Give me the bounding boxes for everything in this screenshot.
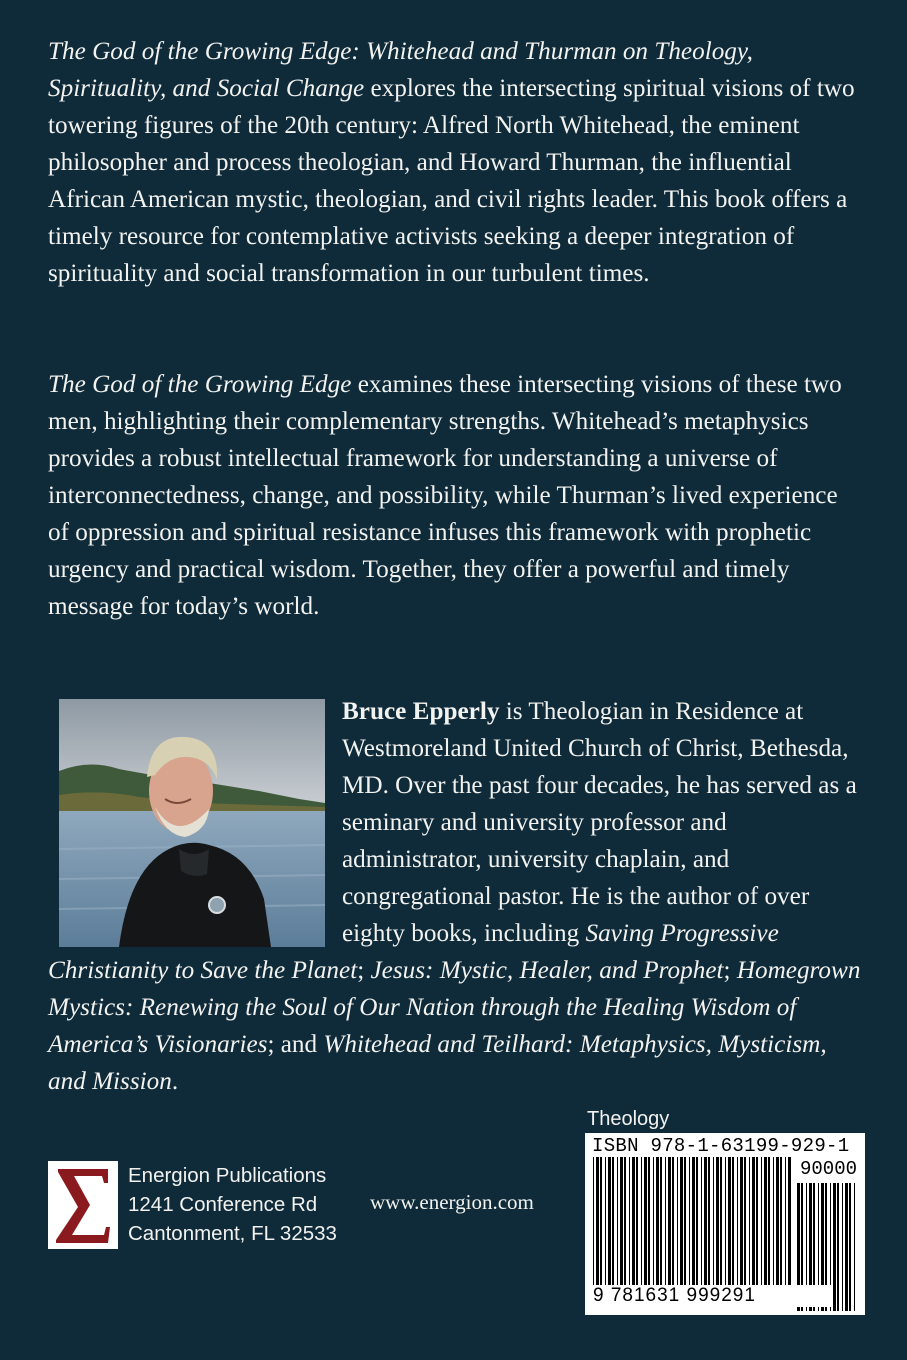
publisher-street: 1241 Conference Rd bbox=[128, 1193, 318, 1216]
author-bio bbox=[48, 693, 863, 1100]
barcode-bar bbox=[660, 1157, 662, 1305]
barcode-bar bbox=[644, 1157, 647, 1305]
barcode-bar bbox=[788, 1157, 791, 1305]
barcode-bar bbox=[608, 1157, 611, 1305]
barcode-bar bbox=[732, 1157, 734, 1305]
publisher-block bbox=[48, 1161, 378, 1257]
barcode-bar bbox=[725, 1157, 726, 1305]
barcode-bar bbox=[696, 1157, 698, 1305]
barcode-bar bbox=[773, 1157, 774, 1305]
description-text: examines these intersecting visions of these two men, highlighting their complementary strengths. Whitehead’s metaphysics provides a robust intellectual framework for understanding a universe of interconnectedness, change, and possibility, while Thurman’s lived experience of oppression and spiritual resistance infuses this framework with prophetic urgency and practical wisdom. Together, they offer a powerful and timely message for today’s world. bbox=[48, 371, 842, 620]
barcode-bar bbox=[680, 1157, 683, 1305]
barcode-bar bbox=[764, 1157, 767, 1305]
barcode-bar bbox=[740, 1157, 743, 1305]
barcode-bar bbox=[845, 1183, 848, 1311]
barcode-bar bbox=[854, 1183, 855, 1311]
bio-separator: ; and bbox=[267, 1031, 324, 1058]
book-title-4: Whitehead and Teilhard: Metaphysics, Mysticism, and Mission bbox=[48, 1031, 827, 1095]
barcode-bar bbox=[617, 1157, 618, 1305]
book-title-2: Jesus: Mystic, Healer, and Prophet bbox=[370, 957, 724, 984]
photo-spacer bbox=[48, 693, 342, 952]
barcode-bar bbox=[689, 1157, 690, 1305]
ean-digits: 9 781631 999291 bbox=[593, 1285, 833, 1307]
barcode-bar bbox=[600, 1157, 602, 1305]
barcode-bar bbox=[620, 1157, 623, 1305]
barcode-bar bbox=[716, 1157, 719, 1305]
barcode-bar bbox=[837, 1183, 839, 1311]
barcode-bar bbox=[737, 1157, 738, 1305]
bio-separator: ; bbox=[723, 957, 737, 984]
barcode-bar bbox=[704, 1157, 707, 1305]
category-label: Theology bbox=[587, 1108, 670, 1130]
barcode-bar bbox=[668, 1157, 671, 1305]
barcode-bar bbox=[701, 1157, 702, 1305]
isbn-barcode bbox=[585, 1133, 865, 1315]
barcode-bar bbox=[833, 1183, 836, 1311]
barcode-bar bbox=[641, 1157, 642, 1305]
barcode-bar bbox=[684, 1157, 686, 1305]
barcode-bar bbox=[752, 1157, 755, 1305]
barcode-bar bbox=[776, 1157, 779, 1305]
book-title-italic: The God of the Growing Edge: Whitehead and Thurman on Theology, Spirituality, and Social Change bbox=[48, 38, 753, 102]
bio-text: is Theologian in Residence at Westmoreland United Church of Christ, Bethesda, MD. Over the past four decades, he has served as a seminary and university professor and administrator, university chaplain, and congregational pastor. He is the author of over eighty books, including bbox=[342, 698, 857, 947]
barcode-bar bbox=[605, 1157, 606, 1305]
barcode-bar bbox=[653, 1157, 654, 1305]
barcode-bar bbox=[629, 1157, 630, 1305]
barcode-bar bbox=[708, 1157, 710, 1305]
book-title-italic: The God of the Growing Edge bbox=[48, 371, 352, 398]
description-text: explores the intersecting spiritual visions of two towering figures of the 20th century: Alfred North Whitehead, the eminent philosopher and process theologian, and Howard Thurman, the influential African American mystic, theologian, and civil rights leader. This book offers a timely resource for contemplative activists seeking a deeper integration of spirituality and social transformation in our turbulent times. bbox=[48, 75, 855, 287]
barcode-bar bbox=[720, 1157, 722, 1305]
publisher-website: www.energion.com bbox=[370, 1190, 534, 1214]
barcode-bar bbox=[728, 1157, 731, 1305]
barcode-bar bbox=[648, 1157, 650, 1305]
barcode-bar bbox=[596, 1157, 599, 1305]
barcode-bar bbox=[665, 1157, 666, 1305]
description-paragraph-1 bbox=[48, 33, 863, 292]
barcode-bar bbox=[632, 1157, 635, 1305]
publisher-address bbox=[128, 1161, 337, 1248]
barcode-bar bbox=[692, 1157, 695, 1305]
barcode-bar bbox=[744, 1157, 746, 1305]
description-paragraph-2 bbox=[48, 366, 863, 625]
publisher-city: Cantonment, FL 32533 bbox=[128, 1222, 337, 1245]
price-code: 90000 bbox=[799, 1158, 857, 1180]
barcode-bar bbox=[656, 1157, 659, 1305]
barcode-bar bbox=[849, 1183, 851, 1311]
bio-separator: ; bbox=[357, 957, 371, 984]
barcode-bar bbox=[780, 1157, 782, 1305]
barcode-bar bbox=[593, 1157, 594, 1305]
barcode-bar bbox=[677, 1157, 678, 1305]
barcode-bar bbox=[768, 1157, 770, 1305]
barcode-bar bbox=[756, 1157, 758, 1305]
barcode-bar bbox=[713, 1157, 714, 1305]
book-title-1: Saving Progressive Christianity to Save the Planet bbox=[48, 920, 779, 984]
barcode-bar bbox=[636, 1157, 638, 1305]
isbn-label: ISBN 978-1-63199-929-1 bbox=[592, 1135, 850, 1157]
sigma-icon bbox=[48, 1161, 118, 1249]
barcode-bar bbox=[612, 1157, 614, 1305]
publisher-name: Energion Publications bbox=[128, 1164, 327, 1187]
publisher-logo bbox=[48, 1161, 118, 1249]
barcode-bar bbox=[672, 1157, 674, 1305]
bio-end: . bbox=[171, 1068, 179, 1095]
barcode-bar bbox=[785, 1157, 786, 1305]
book-title-3: Homegrown Mystics: Renewing the Soul of Our Nation through the Healing Wisdom of America’s Visionaries bbox=[48, 957, 861, 1058]
barcode-bar bbox=[749, 1157, 750, 1305]
barcode-bar bbox=[761, 1157, 762, 1305]
author-name: Bruce Epperly bbox=[342, 698, 500, 725]
barcode-bar bbox=[842, 1183, 843, 1311]
barcode-bar bbox=[624, 1157, 626, 1305]
